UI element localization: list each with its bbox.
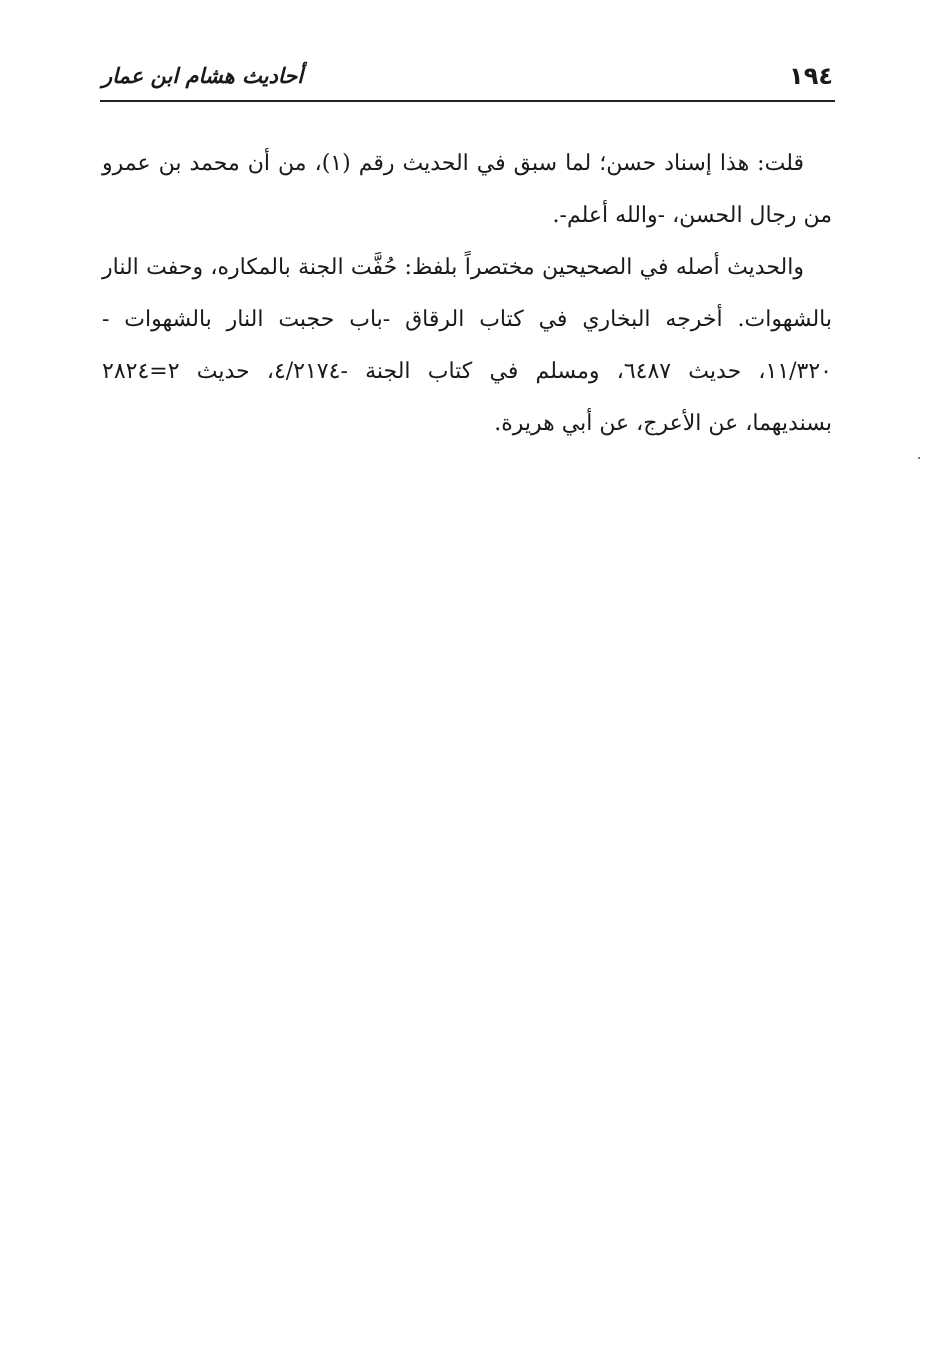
- running-title: أحاديث هشام ابن عمار: [102, 64, 304, 88]
- body-text: [102, 138, 832, 450]
- paragraph-2: والحديث أصله في الصحيحين مختصراً بلفظ: حُفَّت الجنة بالمكاره، وحفت النار بالشهوات. أخرجه البخاري في كتاب الرقاق -باب حجبت النار بالشهوات - ١١/٣٢٠، حديث ٦٤٨٧، ومسلم في كتاب الجنة -٤/٢١٧٤، حديث ٢=٢٨٢٤ بسنديهما، عن الأعرج، عن أبي هريرة.: [102, 255, 832, 436]
- margin-speck: [918, 457, 920, 459]
- paragraph-1: قلت: هذا إسناد حسن؛ لما سبق في الحديث رقم (١)، من أن محمد بن عمرو من رجال الحسن، -والله أعلم-.: [102, 151, 832, 228]
- page-number: ١٩٤: [789, 62, 833, 90]
- header-rule: [100, 100, 835, 102]
- page-header: [100, 60, 835, 100]
